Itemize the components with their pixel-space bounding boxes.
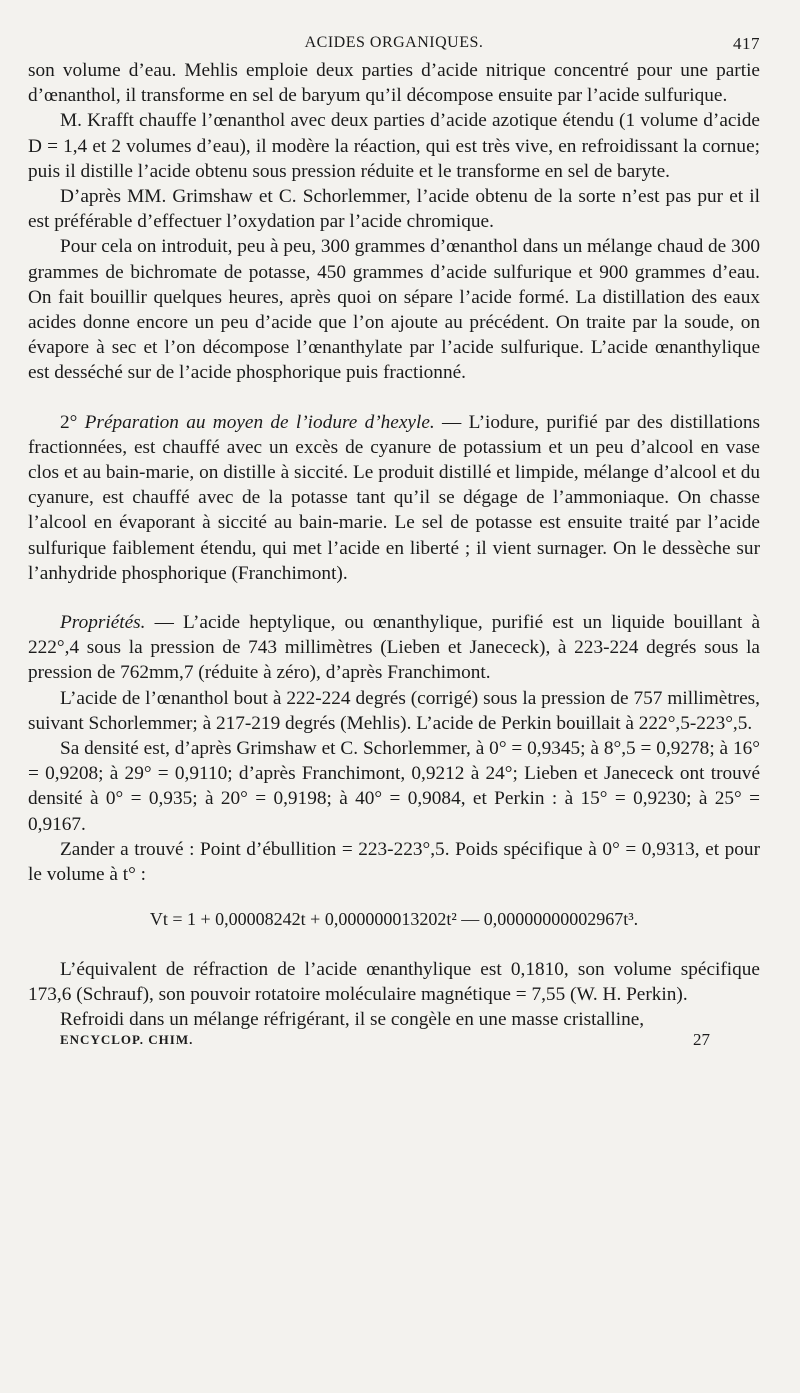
paragraph-density: Sa densité est, d’après Grimshaw et C. Schorlemmer, à 0° = 0,9345; à 8°,5 = 0,9278; à 16° = 0,9208; à 29° = 0,9110; d’après Franchimont, 0,9212 à 24°; Lieben et Janececk ont trouvé densité à 0° = 0,935; à 20° = 0,9198; à 40° = 0,9084, et Perkin : à 15° = 0,9230; à 25° = 0,9167.: [28, 738, 760, 835]
paragraph-properties-text: — L’acide heptylique, ou œnanthylique, purifié est un liquide bouillant à 222°,4 sous la pression de 743 millimètres (Lieben et Janececk), à 223-224 degrés sous la pression de 762mm,7 (réduite à zéro), d’après Franchimont.: [28, 612, 760, 684]
section-heading-preparation: Préparation au moyen de l’iodure d’hexyle.: [84, 411, 435, 433]
section-heading-properties: Propriétés.: [60, 612, 146, 634]
printer-signature: ENCYCLOP. CHIM.: [60, 1032, 194, 1048]
paragraph-grimshaw: D’après MM. Grimshaw et C. Schorlemmer, l’acide obtenu de la sorte n’est pas pur et il est préférable d’effectuer l’oxydation par l’acide chromique.: [28, 186, 760, 233]
running-head: [28, 28, 760, 58]
body-text: [28, 58, 760, 1032]
page-number: 417: [733, 34, 760, 53]
paragraph-hexyl-text: — L’iodure, purifié par des distillations fractionnées, est chauffé avec un excès de cyanure de potassium et un peu d’alcool en vase clos et au bain-marie, on distille à siccité. Le produit distillé et limpide, mélange d’alcool et du cyanure, est chauffé avec de la potasse tant qu’il se dégage de l’ammoniaque. On chasse l’alcool en évaporant à siccité au bain-marie. Le sel de potasse est ensuite traité par l’acide sulfurique faiblement étendu, qui met l’acide en liberté ; il vient surnager. On le dessèche sur l’anhydride phosphorique (Franchimont).: [28, 411, 760, 584]
paragraph-hexyl-iodide: [28, 410, 760, 586]
paragraph-properties: [28, 610, 760, 686]
signature-number: 27: [693, 1030, 710, 1050]
paragraph-krafft: M. Krafft chauffe l’œnanthol avec deux parties d’acide azotique étendu (1 volume d’acide D = 1,4 et 2 volumes d’eau), il modère la réaction, qui est très vive, en refroidissant la cornue; puis il distille l’acide obtenu sous pression réduite et le transforme en sel de baryte.: [28, 110, 760, 182]
paragraph-freezing: Refroidi dans un mélange réfrigérant, il se congèle en une masse cristalline,: [60, 1008, 645, 1030]
paragraph-chromic-oxidation: Pour cela on introduit, peu à peu, 300 grammes d’œnanthol dans un mélange chaud de 300 grammes de bichromate de potasse, 450 grammes d’acide sulfurique et 900 grammes d’eau. On fait bouillir quelques heures, après quoi on sépare l’acide formé. La distillation des eaux acides donne encore un peu d’acide que l’on ajoute au précédent. On traite par la soude, on évapore à sec et l’on décompose l’œnanthylate par l’acide sulfurique. L’acide œnanthylique est desséché sur de l’acide phosphorique puis fractionné.: [28, 236, 760, 384]
running-title: ACIDES ORGANIQUES.: [304, 34, 484, 51]
volume-formula: Vt = 1 + 0,00008242t + 0,000000013202t² — 0,00000000002967t³.: [149, 909, 639, 930]
section-number: 2°: [60, 411, 85, 433]
paragraph-zander: Zander a trouvé : Point d’ébullition = 223-223°,5. Poids spécifique à 0° = 0,9313, et pour le volume à t° :: [28, 838, 760, 886]
paragraph-mehlis: son volume d’eau. Mehlis emploie deux parties d’acide nitrique concentré pour une partie d’œnanthol, il transforme en sel de baryum qu’il décompose ensuite par l’acide sulfurique.: [28, 60, 760, 107]
paragraph-refraction: L’équivalent de réfraction de l’acide œnanthylique est 0,1810, son volume spécifique 173,6 (Schrauf), son pouvoir rotatoire moléculaire magnétique = 7,55 (W. H. Perkin).: [28, 958, 760, 1005]
paragraph-boiling-point: L’acide de l’œnanthol bout à 222-224 degrés (corrigé) sous la pression de 757 millimètres, suivant Schorlemmer; à 217-219 degrés (Mehlis). L’acide de Perkin bouillait à 222°,5-223°,5.: [28, 687, 760, 734]
page-footer: [28, 1030, 760, 1054]
